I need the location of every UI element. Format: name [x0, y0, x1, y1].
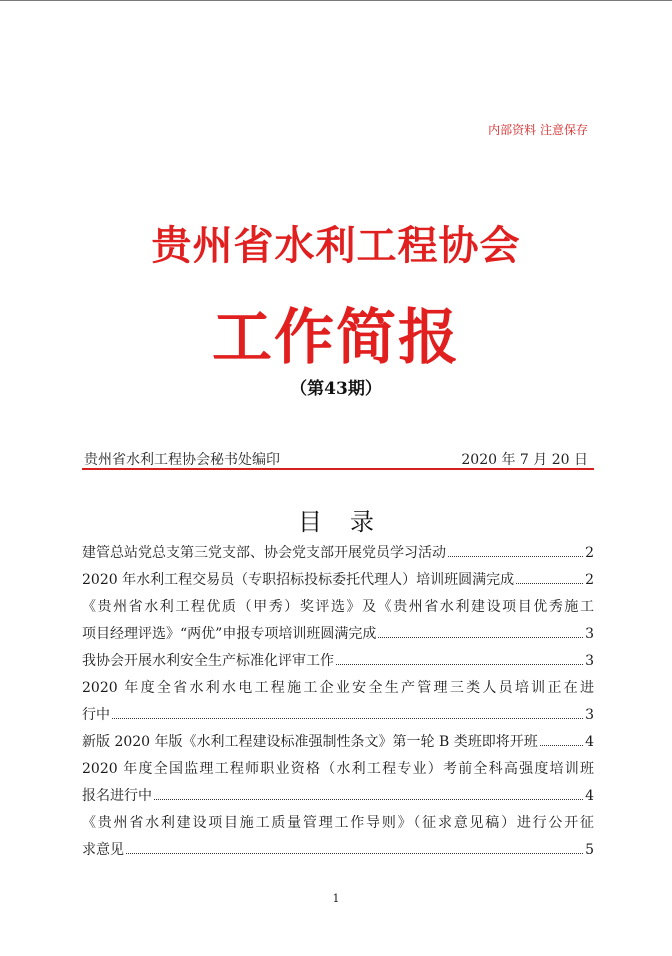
issue-number: （第43期）	[290, 379, 382, 399]
toc-page-number: 3	[585, 707, 594, 723]
page-number: 1	[332, 892, 340, 905]
toc-entry-text: 行中	[82, 707, 110, 723]
toc-entry[interactable]	[82, 567, 594, 594]
bulletin-title: 工作简报	[212, 303, 460, 373]
toc-leader-dots	[126, 853, 583, 854]
toc-entry[interactable]	[82, 810, 594, 864]
table-of-contents	[82, 540, 594, 864]
publication-date: 2020 年 7 月 20 日	[461, 452, 588, 468]
confidential-notice: 内部资料 注意保存	[488, 123, 588, 137]
toc-page-number: 2	[585, 545, 594, 561]
toc-leader-dots	[336, 664, 583, 665]
toc-entry-text-line1: 2020 年度全省水利水电工程施工企业安全生产管理三类人员培训正在进	[82, 680, 594, 696]
toc-entry[interactable]	[82, 729, 594, 756]
toc-leader-dots	[448, 556, 583, 557]
toc-entry-text: 我协会开展水利安全生产标准化评审工作	[82, 653, 334, 669]
toc-entry-text: 新版 2020 年版《水利工程建设标准强制性条文》第一轮 B 类班即将开班	[82, 734, 538, 750]
toc-leader-dots	[516, 583, 583, 584]
toc-leader-dots	[154, 799, 583, 800]
toc-leader-dots	[378, 637, 583, 638]
association-title: 贵州省水利工程协会	[151, 222, 521, 269]
toc-heading: 目录	[298, 508, 402, 536]
toc-entry-text-line1: 《贵州省水利工程优质（甲秀）奖评选》及《贵州省水利建设项目优秀施工	[82, 599, 594, 615]
toc-page-number: 5	[585, 842, 594, 858]
toc-page-number: 3	[585, 626, 594, 642]
toc-entry-text-line1: 2020 年度全国监理工程师职业资格（水利工程专业）考前全科高强度培训班	[82, 761, 594, 777]
toc-page-number: 4	[585, 734, 594, 750]
toc-entry-text: 2020 年水利工程交易员（专职招标投标委托代理人）培训班圆满完成	[82, 572, 515, 588]
toc-entry-text: 项目经理评选》“两优”申报专项培训班圆满完成	[82, 626, 377, 642]
toc-entry[interactable]	[82, 756, 594, 810]
toc-page-number: 2	[585, 572, 594, 588]
toc-entry-text-line1: 《贵州省水利建设项目施工质量管理工作导则》（征求意见稿）进行公开征	[82, 815, 594, 831]
toc-entry-text: 建管总站党总支第三党支部、协会党支部开展党员学习活动	[82, 545, 446, 561]
publisher-label: 贵州省水利工程协会秘书处编印	[84, 452, 280, 468]
toc-entry-text: 求意见	[82, 842, 124, 858]
toc-leader-dots	[540, 745, 583, 746]
toc-entry[interactable]	[82, 540, 594, 567]
red-divider-rule	[82, 468, 594, 470]
top-border-line	[0, 0, 672, 1]
toc-page-number: 3	[585, 653, 594, 669]
toc-leader-dots	[112, 718, 583, 719]
toc-entry[interactable]	[82, 594, 594, 648]
toc-page-number: 4	[585, 788, 594, 804]
toc-entry-text: 报名进行中	[82, 788, 152, 804]
toc-entry[interactable]	[82, 648, 594, 675]
toc-entry[interactable]	[82, 675, 594, 729]
